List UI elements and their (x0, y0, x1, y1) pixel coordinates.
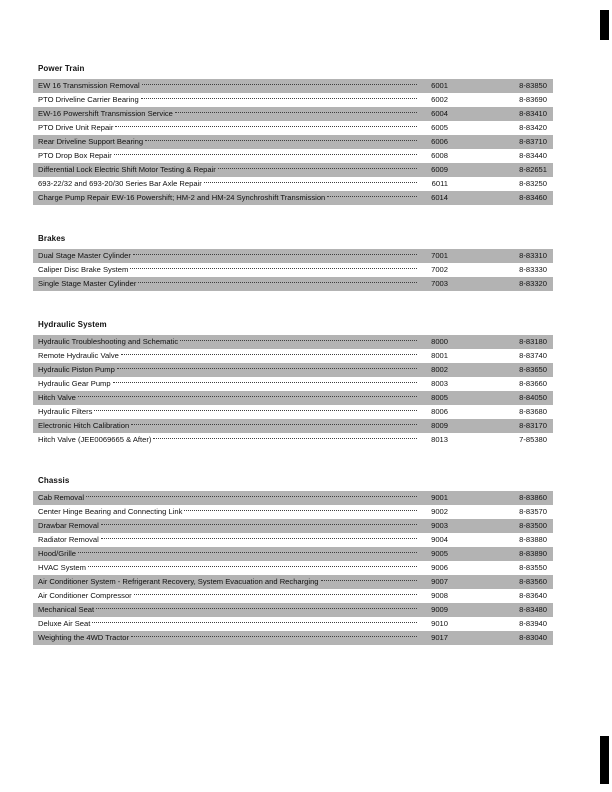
toc-row-section-number: 8000 (431, 337, 448, 346)
toc-row-section-number: 8005 (431, 393, 448, 402)
toc-row (33, 617, 553, 631)
toc-row-section-number: 9010 (431, 619, 448, 628)
toc-row-part-number: 8-83560 (519, 577, 547, 586)
toc-row-section-number: 9017 (431, 633, 448, 642)
toc-row-label: Remote Hydraulic Valve (38, 351, 119, 360)
toc-row-part-number: 8-82651 (519, 165, 547, 174)
dotted-leader (180, 340, 417, 341)
toc-row (33, 107, 553, 121)
toc-row-section-number: 6008 (431, 151, 448, 160)
dotted-leader (321, 580, 417, 581)
toc-row-label: Hitch Valve (38, 393, 76, 402)
toc-row-section-number: 9007 (431, 577, 448, 586)
toc-section (33, 234, 553, 291)
toc-row (33, 505, 553, 519)
toc-row-label: Hydraulic Piston Pump (38, 365, 115, 374)
section-rows (33, 249, 553, 291)
toc-row (33, 519, 553, 533)
dotted-leader (113, 382, 417, 383)
toc-row (33, 79, 553, 93)
toc-row-part-number: 8-83410 (519, 109, 547, 118)
toc-row-section-number: 8006 (431, 407, 448, 416)
toc-row-section-number: 8003 (431, 379, 448, 388)
dotted-leader (96, 608, 417, 609)
dotted-leader (204, 182, 417, 183)
dotted-leader (184, 510, 417, 511)
dotted-leader (131, 424, 417, 425)
toc-row-part-number: 8-83170 (519, 421, 547, 430)
dotted-leader (86, 496, 417, 497)
toc-row-label: Charge Pump Repair EW-16 Powershift; HM-2 and HM-24 Synchroshift Transmission (38, 193, 326, 202)
toc-row-section-number: 6014 (431, 193, 448, 202)
toc-row-section-number: 8001 (431, 351, 448, 360)
dotted-leader (218, 168, 417, 169)
toc-row (33, 349, 553, 363)
dotted-leader (121, 354, 417, 355)
toc-row (33, 249, 553, 263)
toc-row (33, 533, 553, 547)
toc-row-part-number: 8-83850 (519, 81, 547, 90)
toc-row-label: Hydraulic Filters (38, 407, 93, 416)
toc-row-section-number: 8009 (431, 421, 448, 430)
toc-row-label: Weighting the 4WD Tractor (38, 633, 130, 642)
toc-row-part-number: 8-83740 (519, 351, 547, 360)
dotted-leader (134, 594, 417, 595)
toc-row-label: Air Conditioner System - Refrigerant Recovery, System Evacuation and Recharging (38, 577, 319, 586)
toc-row-section-number: 6002 (431, 95, 448, 104)
toc-row-part-number: 8-83640 (519, 591, 547, 600)
toc-row-label: PTO Drop Box Repair (38, 151, 112, 160)
toc-row-label: Dual Stage Master Cylinder (38, 251, 131, 260)
toc-row-label: HVAC System (38, 563, 86, 572)
toc-row (33, 433, 553, 447)
toc-row (33, 547, 553, 561)
toc-row-label: Hydraulic Troubleshooting and Schematic (38, 337, 179, 346)
toc-row-part-number: 8-83860 (519, 493, 547, 502)
section-rows (33, 79, 553, 205)
toc-section (33, 64, 553, 205)
dotted-leader (141, 98, 417, 99)
toc-row (33, 631, 553, 645)
toc-row-label: EW 16 Transmission Removal (38, 81, 140, 90)
toc-row (33, 561, 553, 575)
toc-row (33, 177, 553, 191)
toc-row-label: Single Stage Master Cylinder (38, 279, 137, 288)
toc-row-part-number: 8-83680 (519, 407, 547, 416)
toc-row (33, 589, 553, 603)
dotted-leader (117, 368, 417, 369)
section-title: Hydraulic System (38, 320, 107, 329)
toc-row-section-number: 6011 (431, 179, 448, 188)
section-rows (33, 335, 553, 447)
dotted-leader (115, 126, 417, 127)
toc-row-section-number: 9006 (431, 563, 448, 572)
toc-row-label: Hitch Valve (JEE0069665 & After) (38, 435, 152, 444)
toc-row (33, 263, 553, 277)
dotted-leader (92, 622, 417, 623)
dotted-leader (138, 282, 417, 283)
toc-row-section-number: 9002 (431, 507, 448, 516)
toc-row-label: Electronic Hitch Calibration (38, 421, 130, 430)
toc-row-label: Air Conditioner Compressor (38, 591, 132, 600)
toc-row-label: Differential Lock Electric Shift Motor Testing & Repair (38, 165, 216, 174)
toc-row-part-number: 8-83690 (519, 95, 547, 104)
toc-row-part-number: 8-83460 (519, 193, 547, 202)
toc-row-label: Drawbar Removal (38, 521, 99, 530)
toc-row-section-number: 6006 (431, 137, 448, 146)
scan-artifact-bar-top (600, 10, 609, 40)
toc-row-section-number: 6001 (431, 81, 448, 90)
toc-row-label: Rear Driveline Support Bearing (38, 137, 144, 146)
dotted-leader (94, 410, 417, 411)
toc-row-section-number: 6005 (431, 123, 448, 132)
toc-row-section-number: 7001 (431, 251, 448, 260)
toc-row (33, 191, 553, 205)
toc-row-label: EW-16 Powershift Transmission Service (38, 109, 173, 118)
toc-row-part-number: 8-83480 (519, 605, 547, 614)
toc-row (33, 277, 553, 291)
toc-row-label: Cab Removal (38, 493, 85, 502)
toc-row-part-number: 8-83940 (519, 619, 547, 628)
toc-row (33, 135, 553, 149)
toc-row-label: Hood/Grille (38, 549, 76, 558)
toc-row (33, 603, 553, 617)
toc-row-part-number: 8-83890 (519, 549, 547, 558)
toc-row (33, 419, 553, 433)
section-title: Brakes (38, 234, 66, 243)
toc-row-section-number: 9001 (431, 493, 448, 502)
toc-row-label: Radiator Removal (38, 535, 99, 544)
dotted-leader (142, 84, 417, 85)
toc-row-section-number: 8002 (431, 365, 448, 374)
section-title: Chassis (38, 476, 70, 485)
toc-row-part-number: 8-83570 (519, 507, 547, 516)
toc-row-part-number: 8-83440 (519, 151, 547, 160)
toc-row-part-number: 8-83550 (519, 563, 547, 572)
toc-row-label: Caliper Disc Brake System (38, 265, 129, 274)
toc-row-label: Center Hinge Bearing and Connecting Link (38, 507, 183, 516)
dotted-leader (78, 552, 417, 553)
toc-row (33, 391, 553, 405)
dotted-leader (101, 524, 417, 525)
toc-row (33, 93, 553, 107)
toc-row-part-number: 8-83500 (519, 521, 547, 530)
toc-row-label: PTO Driveline Carrier Bearing (38, 95, 139, 104)
dotted-leader (130, 268, 417, 269)
toc-row-part-number: 8-83660 (519, 379, 547, 388)
dotted-leader (114, 154, 417, 155)
dotted-leader (78, 396, 417, 397)
toc-row (33, 575, 553, 589)
toc-row-part-number: 8-83420 (519, 123, 547, 132)
toc-row-label: Mechanical Seat (38, 605, 95, 614)
toc-row (33, 163, 553, 177)
toc-row-part-number: 8-83320 (519, 279, 547, 288)
dotted-leader (153, 438, 417, 439)
toc-row-part-number: 8-83880 (519, 535, 547, 544)
toc-row-label: Hydraulic Gear Pump (38, 379, 111, 388)
toc-row-part-number: 8-83180 (519, 337, 547, 346)
toc-row-part-number: 8-83330 (519, 265, 547, 274)
toc-row-section-number: 8013 (431, 435, 448, 444)
toc-row-section-number: 7002 (431, 265, 448, 274)
toc-row-section-number: 6004 (431, 109, 448, 118)
toc-row-section-number: 9004 (431, 535, 448, 544)
toc-row-section-number: 9008 (431, 591, 448, 600)
toc-row-part-number: 8-84050 (519, 393, 547, 402)
dotted-leader (145, 140, 417, 141)
toc-row-part-number: 8-83310 (519, 251, 547, 260)
toc-row-section-number: 6009 (431, 165, 448, 174)
toc-row (33, 149, 553, 163)
scan-artifact-bar-bottom (600, 736, 609, 784)
toc-row-label: Deluxe Air Seat (38, 619, 91, 628)
dotted-leader (175, 112, 417, 113)
toc-row-part-number: 7-85380 (519, 435, 547, 444)
toc-row-section-number: 9009 (431, 605, 448, 614)
toc-row-section-number: 9003 (431, 521, 448, 530)
dotted-leader (327, 196, 417, 197)
toc-section (33, 476, 553, 645)
dotted-leader (131, 636, 417, 637)
dotted-leader (88, 566, 417, 567)
toc-row (33, 363, 553, 377)
toc-row-section-number: 9005 (431, 549, 448, 558)
section-title: Power Train (38, 64, 85, 73)
toc-row (33, 491, 553, 505)
toc-sections (33, 64, 553, 674)
toc-row-part-number: 8-83710 (519, 137, 547, 146)
toc-row-part-number: 8-83250 (519, 179, 547, 188)
toc-row-label: 693-22/32 and 693-20/30 Series Bar Axle Repair (38, 179, 202, 188)
section-rows (33, 491, 553, 645)
toc-row-part-number: 8-83650 (519, 365, 547, 374)
dotted-leader (101, 538, 417, 539)
toc-row-part-number: 8-83040 (519, 633, 547, 642)
dotted-leader (133, 254, 417, 255)
toc-row-label: PTO Drive Unit Repair (38, 123, 114, 132)
toc-section (33, 320, 553, 447)
toc-row (33, 335, 553, 349)
toc-row (33, 377, 553, 391)
toc-row (33, 405, 553, 419)
toc-row-section-number: 7003 (431, 279, 448, 288)
toc-row (33, 121, 553, 135)
